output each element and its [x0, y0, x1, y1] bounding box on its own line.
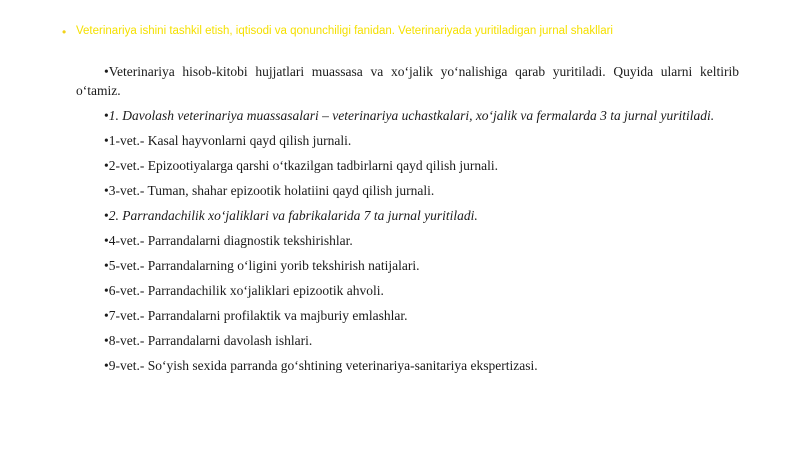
bullet: •	[104, 158, 109, 173]
bullet: •	[104, 64, 109, 79]
intro-text: Veterinariya hisob-kitobi hujjatlari muassasa va xo‘jalik yo‘nalishiga qarab yuritiladi. Quyida ularni keltirib o‘tamiz.	[76, 64, 739, 98]
bullet: •	[104, 208, 109, 223]
list-item-text: 8-vet.- Parrandalarni davolash ishlari.	[108, 333, 313, 348]
bullet: •	[104, 258, 109, 273]
list-item	[76, 331, 739, 350]
slide-body	[76, 62, 739, 381]
title-bullet: •	[62, 25, 67, 39]
list-item	[76, 156, 739, 175]
bullet: •	[104, 183, 109, 198]
list-item-text: 7-vet.- Parrandalarni profilaktik va majburiy emlashlar.	[108, 308, 408, 323]
list-item	[76, 356, 739, 375]
bullet: •	[104, 233, 109, 248]
bullet: •	[104, 358, 109, 373]
list-item	[76, 281, 739, 300]
title-text: Veterinariya ishini tashkil etish, iqtisodi va qonunchiligi fanidan. Veterinariyada yuritiladigan jurnal shakllari	[76, 25, 613, 37]
list-item-text: 9-vet.- So‘yish sexida parranda go‘shtining veterinariya-sanitariya ekspertizasi.	[108, 358, 538, 373]
bullet: •	[104, 108, 109, 123]
bullet: •	[104, 133, 109, 148]
list-item	[76, 231, 739, 250]
bullet: •	[104, 283, 109, 298]
list-item-text: 1-vet.- Kasal hayvonlarni qayd qilish jurnali.	[108, 133, 352, 148]
list-item	[76, 131, 739, 150]
list-item	[76, 256, 739, 275]
list-item	[76, 306, 739, 325]
list-item-text: 2. Parrandachilik xo‘jaliklari va fabrikalarida 7 ta jurnal yuritiladi.	[108, 208, 478, 223]
bullet: •	[104, 333, 109, 348]
section-heading-treatment	[76, 106, 739, 125]
list-item-text: 2-vet.- Epizootiyalarga qarshi o‘tkazilgan tadbirlarni qayd qilish jurnali.	[108, 158, 498, 173]
list-item-text: 4-vet.- Parrandalarni diagnostik tekshirishlar.	[108, 233, 353, 248]
list-item-text: 5-vet.- Parrandalarning o‘ligini yorib tekshirish natijalari.	[108, 258, 420, 273]
bullet: •	[104, 308, 109, 323]
list-item-text: 3-vet.- Tuman, shahar epizootik holatiini qayd qilish jurnali.	[108, 183, 435, 198]
section-heading-text: 1. Davolash veterinariya muassasalari – veterinariya uchastkalari, xo‘jalik va fermalarda 3 ta jurnal yuritiladi.	[108, 108, 715, 123]
list-item-text: 6-vet.- Parrandachilik xo‘jaliklari epizootik ahvoli.	[108, 283, 384, 298]
section-heading-poultry	[76, 206, 739, 225]
slide-title	[62, 25, 702, 39]
intro-paragraph	[76, 62, 739, 100]
list-item	[76, 181, 739, 200]
